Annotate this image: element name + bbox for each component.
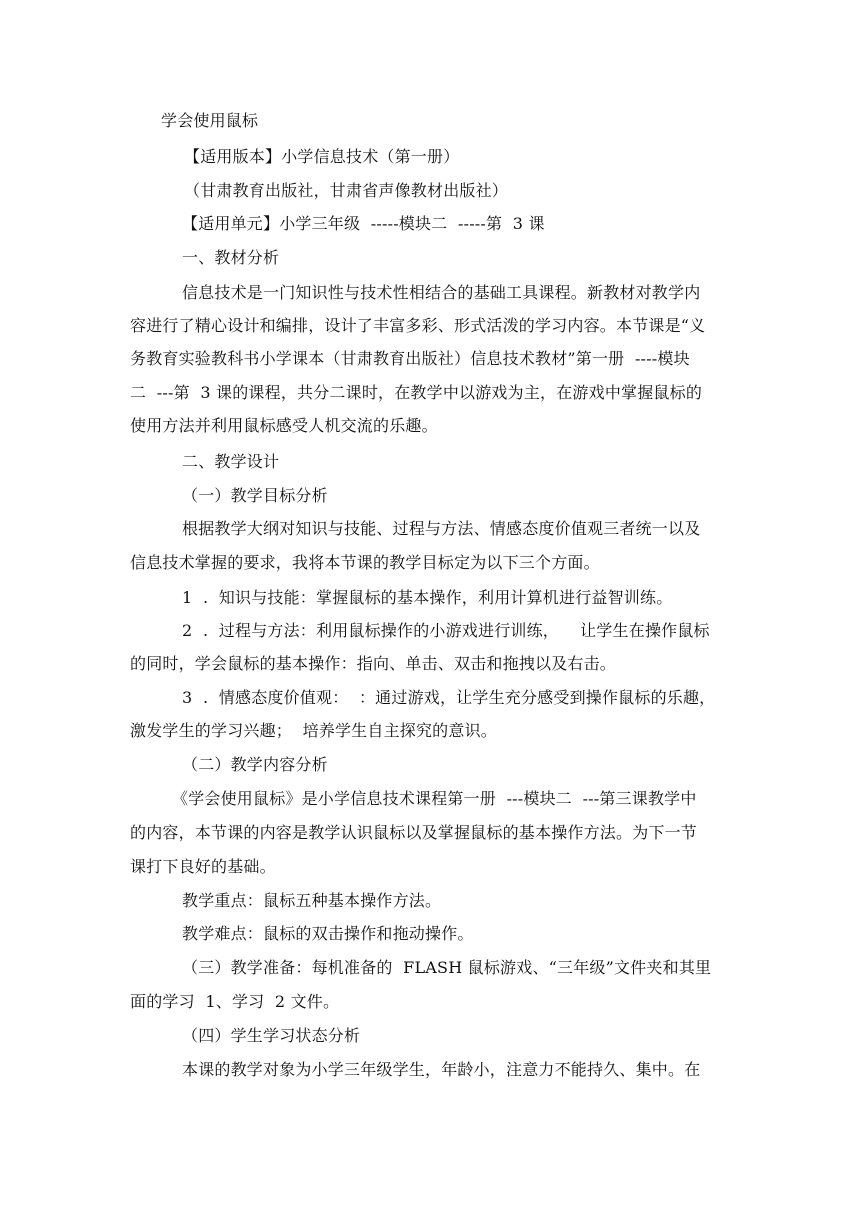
subheading-1: （一）教学目标分析: [182, 486, 328, 505]
list-item-continuation: 的同时，学会鼠标的基本操作：指向、单击、双击和拖拽以及右击。: [130, 654, 617, 673]
paragraph-line: 本课的教学对象为小学三年级学生，年龄小，注意力不能持久、集中。在: [182, 1060, 701, 1079]
paragraph-line: 《学会使用鼠标》是小学信息技术课程第一册 ---模块二 ---第三课教学中: [172, 789, 697, 808]
paragraph-line: 二 ---第 3 课的课程，共分二课时，在教学中以游戏为主，在游戏中掌握鼠标的: [130, 383, 703, 402]
key-point-line: 教学重点：鼠标五种基本操作方法。: [182, 891, 442, 910]
subheading-4: （四）学生学习状态分析: [182, 1026, 361, 1045]
paragraph-line: 的内容，本节课的内容是教学认识鼠标以及掌握鼠标的基本操作方法。为下一节: [130, 823, 698, 842]
list-item: 1 . 知识与技能：掌握鼠标的基本操作，利用计算机进行益智训练。: [182, 588, 673, 607]
version-line: 【适用版本】小学信息技术（第一册）: [184, 147, 460, 166]
subheading-3: （三）教学准备：每机准备的 FLASH 鼠标游戏、“三年级”文件夹和其里: [182, 958, 712, 977]
paragraph-line: 信息技术掌握的要求，我将本节课的教学目标定为以下三个方面。: [130, 553, 600, 572]
doc-title: 学会使用鼠标: [161, 111, 259, 130]
section-heading-1: 一、教材分析: [182, 248, 280, 267]
publisher-line: （甘肃教育出版社，甘肃省声像教材出版社）: [184, 181, 509, 200]
paragraph-line: 容进行了精心设计和编排，设计了丰富多彩、形式活泼的学习内容。本节课是“义: [130, 316, 706, 335]
list-item: 3 . 情感态度价值观： ：通过游戏，让学生充分感受到操作鼠标的乐趣，: [182, 688, 716, 707]
unit-line: 【适用单元】小学三年级 -----模块二 -----第 3 课: [182, 214, 545, 233]
subheading-2: （二）教学内容分析: [182, 755, 328, 774]
list-item-continuation: 激发学生的学习兴趣； 培养学生自主探究的意识。: [130, 721, 497, 740]
paragraph-line: 信息技术是一门知识性与技术性相结合的基础工具课程。新教材对教学内: [182, 283, 701, 302]
paragraph-line: 面的学习 1、学习 2 文件。: [130, 992, 340, 1011]
paragraph-line: 根据教学大纲对知识与技能、过程与方法、情感态度价值观三者统一以及: [182, 519, 701, 538]
paragraph-line: 课打下良好的基础。: [130, 857, 276, 876]
paragraph-line: 使用方法并利用鼠标感受人机交流的乐趣。: [130, 416, 438, 435]
difficulty-line: 教学难点：鼠标的双击操作和拖动操作。: [182, 924, 474, 943]
paragraph-line: 务教育实验教科书小学课本（甘肃教育出版社）信息技术教材”第一册 ----模块: [130, 349, 690, 368]
section-heading-2: 二、教学设计: [182, 452, 280, 471]
list-item: 2 . 过程与方法：利用鼠标操作的小游戏进行训练， 让学生在操作鼠标: [182, 621, 710, 640]
